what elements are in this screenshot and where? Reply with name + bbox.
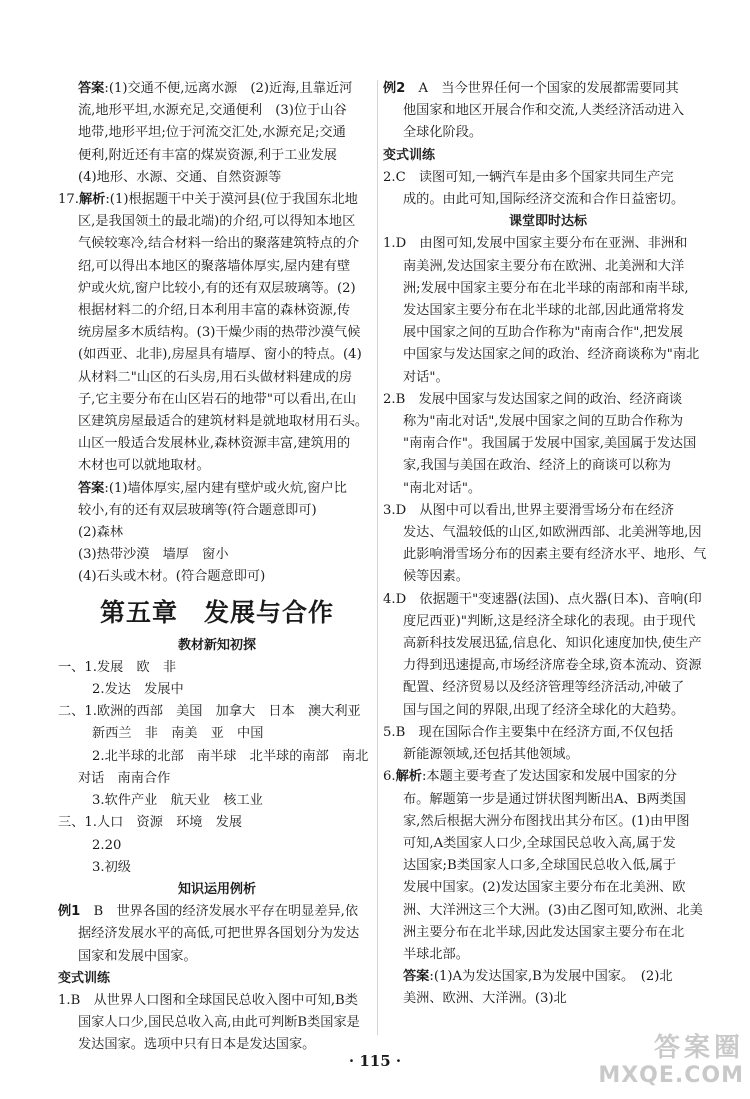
- answer-label: 答案: [403, 969, 430, 985]
- text-line: 发达、气温较低的山区,如欧洲西部、北美洲等地,因: [403, 525, 702, 541]
- text-line: 发达国家。选项中只有日本是发达国家。: [78, 1037, 316, 1053]
- text-line: 达国家;B类国家人口多,全球国民总收入低,属于: [403, 858, 677, 874]
- watermark-logo-text: 答案圈: [653, 1033, 744, 1063]
- text-line: 从材料二"山区的石头房,用石头做材料建成的房: [78, 369, 353, 385]
- page-number: · 115 ·: [348, 1052, 402, 1070]
- text-line: 国家和发展中国家。: [78, 948, 197, 964]
- text-line: 半球北部。: [403, 946, 469, 962]
- text-line: 发展中国家。(2)发达国家主要分布在北美洲、欧: [403, 880, 686, 896]
- text-line: 绍,可以得出本地区的聚落墙体厚实,屋内建有壁: [78, 258, 351, 274]
- text-line: 一、1.发展 欧 非: [58, 659, 177, 675]
- answer-label: 答案: [78, 81, 105, 96]
- text-line: 家,我国与美国在政治、经济上的商谈可以称为: [403, 458, 671, 474]
- text-line: 2.发达 发展中: [92, 682, 184, 698]
- text-line: (3)热带沙漠 墙厚 窗小: [78, 547, 229, 563]
- text-line: 力得到迅速提高,市场经济席卷全球,资本流动、资源: [403, 658, 702, 674]
- text-line: 新能源领域,还包括其他领域。: [403, 747, 579, 763]
- text-line: 布。解题第一步是通过饼状图判断出A、B两类国: [403, 791, 686, 807]
- text-line: 2.B 发展中国家与发达国家之间的政治、经济商谈: [383, 391, 683, 407]
- text-line: 气候较寒冷,结合材料一给出的聚落建筑特点的介: [78, 236, 360, 252]
- answer-label: 答案: [78, 480, 105, 496]
- text-line: 地带,地形平坦;位于河流交汇处,水源充足;交通: [78, 125, 346, 141]
- text-line: 3.软件产业 航天业 核工业: [92, 793, 263, 809]
- text-line: 2.C 读图可知,一辆汽车是由多个国家共同生产完: [383, 169, 674, 185]
- text-line: 3.D 从图中可以看出,世界主要滑雪场分布在经济: [383, 502, 675, 518]
- text-line: 便利,附近还有丰富的煤炭资源,利于工业发展: [78, 147, 337, 163]
- text-line: 5.B 现在国际合作主要集中在经济方面,不仅包括: [383, 724, 674, 740]
- text-line: 对话"。: [403, 369, 449, 385]
- text-line: 1.B 从世界人口图和全球国民总收入图中可知,B类: [58, 992, 358, 1008]
- text-line: 4.D 依据题干"变速器(法国)、点火器(日本)、音响(印: [383, 591, 702, 607]
- text-line: 3.初级: [92, 859, 131, 875]
- text-line: 中国家与发达国家之间的政治、经济商谈称为"南北: [403, 347, 700, 363]
- column-divider: [377, 80, 378, 1035]
- text-line: (2)森林: [78, 525, 124, 541]
- text-line: 山区一般适合发展林业,森林资源丰富,建筑用的: [78, 436, 351, 452]
- text-line: 发达国家主要分布在北半球的北部,因此通常将发: [403, 303, 685, 319]
- left-column: [58, 78, 376, 1057]
- answer-line: 答案:(1)墙体厚实,屋内建有壁炉或火炕,窗户比: [78, 480, 347, 496]
- text-line: (如西亚、北非),房屋具有墙厚、窗小的特点。(4): [78, 347, 362, 363]
- right-column: [383, 78, 713, 1011]
- text-line: 洲;发展中国家主要分布在北半球的南部和南半球,: [403, 280, 689, 296]
- text-line: 全球化阶段。: [403, 125, 483, 141]
- example-label: 例2: [383, 81, 406, 96]
- text-line: 炉或火炕,窗户比较小,有的还有双层玻璃等。(2): [78, 280, 356, 296]
- text-line: 区建筑房屋最适合的建筑材料是就地取材用石头。: [78, 414, 369, 430]
- text-line: 较小,有的还有双层玻璃等(符合题意即可): [78, 502, 317, 518]
- answer-line: 答案:(1)交通不便,远离水源 (2)近海,且靠近河: [78, 81, 353, 96]
- text-line: 高新科技发展迅猛,信息化、知识化速度加快,使生产: [403, 636, 702, 652]
- text-line: 此影响滑雪场分布的因素主要有经济水平、地形、气: [403, 547, 707, 563]
- text-line: 2.北半球的北部 南半球 北半球的南部 南北: [92, 748, 369, 764]
- question-17-line: 17.解析:(1)根据题干中关于漠河县(位于我国东北地: [58, 192, 358, 208]
- text-line: 展中国家之间的互助合作称为"南南合作",把发展: [403, 325, 684, 341]
- text-line: 根据材料二的介绍,日本利用丰富的森林资源,传: [78, 303, 351, 319]
- text-line: "南南合作"。我国属于发展中国家,美国属于发达国: [403, 436, 697, 452]
- text-line: 2.20: [92, 837, 122, 853]
- text-line: 他国家和地区开展合作和交流,人类经济活动进入: [403, 103, 685, 119]
- analysis-label: 解析: [78, 192, 106, 208]
- text-line: 子,它主要分布在山区岩石的地带"可以看出,在山: [78, 391, 357, 407]
- watermark-url: MXQE.COM: [598, 1063, 744, 1088]
- text-line: "南北对话"。: [403, 480, 482, 496]
- example-label: 例1: [58, 904, 81, 920]
- text-line: 候等因素。: [403, 569, 469, 585]
- text-line: 1.D 由图可知,发展中国家主要分布在亚洲、非洲和: [383, 236, 688, 252]
- text-line: 新西兰 非 南美 亚 中国: [92, 726, 264, 742]
- text-line: 木材也可以就地取材。: [78, 458, 210, 474]
- text-line: 洲主要分布在北半球,因此发达国家主要分布在北: [403, 924, 685, 940]
- text-line: 三、1.人口 资源 环境 发展: [58, 815, 243, 831]
- section-heading: 课堂即时达标: [508, 214, 587, 230]
- text-line: 二、1.欧洲的西部 美国 加拿大 日本 澳大利亚: [58, 704, 361, 720]
- text-line: (4)地形、水源、交通、自然资源等: [78, 169, 282, 185]
- section-heading: 变式训练: [58, 970, 111, 986]
- text-line: 成的。由此可知,国际经济交流和合作日益密切。: [403, 192, 685, 208]
- section-heading: 知识运用例析: [177, 881, 256, 897]
- answer-line: 答案:(1)A为发达国家,B为发展中国家。 (2)北: [403, 969, 673, 985]
- text-line: 美洲、欧洲、大洋洲。(3)北: [403, 991, 567, 1007]
- text-line: 配置、经济贸易以及经济管理等经济活动,冲破了: [403, 680, 685, 696]
- chapter-title: 第五章 发展与合作: [99, 597, 334, 627]
- analysis-label: 解析: [395, 769, 422, 785]
- text-line: 国家人口少,国民总收入高,由此可判断B类国家是: [78, 1015, 360, 1031]
- text-line: 洲、大洋洲这三个大洲。(3)由乙图可知,欧洲、北美: [403, 902, 703, 918]
- text-line: 称为"南北对话",发展中国家之间的互助合作称为: [403, 414, 684, 430]
- section-heading: 教材新知初探: [177, 637, 256, 653]
- text-line: (4)石头或木材。(符合题意即可): [78, 569, 266, 585]
- text-line: 度尼西亚)"判断,这是经济全球化的表现。由于现代: [403, 613, 696, 629]
- text-line: 南美洲,发达国家主要分布在欧洲、北美洲和大洋: [403, 258, 685, 274]
- example-2-line: 例2 A 当今世界任何一个国家的发展都需要同其: [383, 81, 679, 96]
- section-heading: 变式训练: [383, 147, 436, 163]
- example-1-line: 例1 B 世界各国的经济发展水平存在明显差异,依: [58, 904, 359, 920]
- text-line: 对话 南南合作: [78, 770, 171, 786]
- watermark-logo: [574, 1033, 744, 1095]
- text-line: 流,地形平坦,水源充足,交通便利 (3)位于山谷: [78, 103, 347, 119]
- text-line: 统房屋多木质结构。(3)干燥少雨的热带沙漠气候: [78, 325, 361, 341]
- text-line: 可知,A类国家人口少,全球国民总收入高,属于发: [403, 835, 676, 851]
- text-line: 区,是我国领土的最北端)的介绍,可以得知本地区: [78, 214, 356, 230]
- text-line: 据经济发展水平的高低,可把世界各国划分为发达: [78, 926, 360, 942]
- text-line: 国与国之间的界限,出现了经济全球化的大趋势。: [403, 702, 685, 718]
- text-line: 家,然后根据大洲分布图找出其分布区。(1)由甲图: [403, 813, 690, 829]
- question-6-line: 6.解析:本题主要考查了发达国家和发展中国家的分: [383, 769, 677, 785]
